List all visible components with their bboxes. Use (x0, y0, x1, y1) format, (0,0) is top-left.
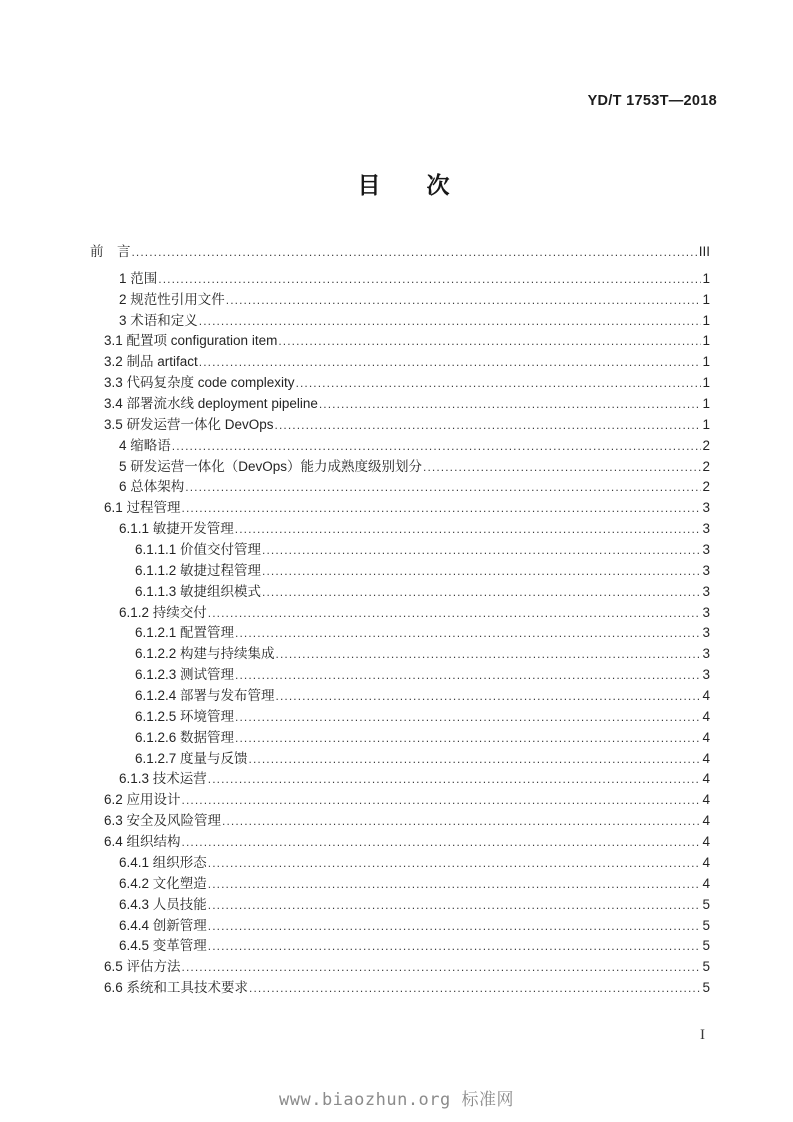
toc-entry-page: 4 (702, 792, 710, 808)
toc-entry[interactable] (90, 455, 710, 476)
toc-entry-label: 3.2 制品 artifact (104, 354, 198, 370)
toc-entry-label: 6.4.3 人员技能 (119, 896, 207, 912)
toc-dot-leader (235, 625, 701, 640)
toc-entry-page: 5 (702, 917, 710, 933)
toc-entry-label: 6.1.1.3 敏捷组织模式 (135, 583, 262, 599)
toc-dot-leader (275, 417, 701, 432)
toc-entry[interactable] (90, 726, 710, 747)
toc-dot-leader (158, 271, 701, 286)
toc-entry-page: 1 (702, 312, 710, 328)
toc-entry-page: 5 (702, 938, 710, 954)
toc-entry-label: 1 范围 (119, 270, 158, 286)
toc-dot-leader (199, 313, 701, 328)
toc-entry-page: 3 (702, 604, 710, 620)
toc-entry[interactable] (90, 705, 710, 726)
toc-entry[interactable] (90, 809, 710, 830)
toc-entry-page: 2 (702, 458, 710, 474)
toc-dot-leader (262, 584, 701, 599)
toc-entry-label: 6.2 应用设计 (104, 792, 181, 808)
toc-dot-leader (182, 792, 701, 807)
toc-entry-label: 6.3 安全及风险管理 (104, 813, 222, 829)
toc-entry[interactable] (90, 309, 710, 330)
toc-dot-leader (208, 771, 701, 786)
toc-dot-leader (182, 834, 701, 849)
toc-entry[interactable] (90, 517, 710, 538)
toc-entry-label: 6.1.2.1 配置管理 (135, 625, 235, 641)
toc-entry[interactable] (90, 851, 710, 872)
toc-entry[interactable] (90, 267, 710, 288)
toc-entry[interactable] (90, 559, 710, 580)
toc-entry-page: 2 (702, 437, 710, 453)
toc-entry-label: 3.1 配置项 configuration item (104, 333, 278, 349)
toc-entry-page: 5 (702, 959, 710, 975)
toc-entry-label: 6.4.4 创新管理 (119, 917, 207, 933)
toc-entry[interactable] (90, 434, 710, 455)
toc-dot-leader (235, 667, 701, 682)
toc-entry-label: 4 缩略语 (119, 437, 171, 453)
toc-entry-page: 4 (702, 834, 710, 850)
toc-entry-page: III (698, 244, 710, 259)
toc-entry-label: 6.4.5 变革管理 (119, 938, 207, 954)
toc-entry[interactable] (90, 893, 710, 914)
toc-dot-leader (276, 646, 701, 661)
toc-entry[interactable] (90, 329, 710, 350)
document-code-header: YD/T 1753T—2018 (587, 93, 717, 109)
toc-entry-label: 3.5 研发运营一体化 DevOps (104, 416, 274, 432)
toc-entry-label: 3.4 部署流水线 deployment pipeline (104, 396, 318, 412)
toc-entry-page: 3 (702, 625, 710, 641)
toc-entry-label: 6.4.2 文化塑造 (119, 875, 207, 891)
toc-entry-label: 6.1.1.2 敏捷过程管理 (135, 562, 262, 578)
toc-entry-page: 3 (702, 667, 710, 683)
toc-entry-page: 1 (702, 291, 710, 307)
toc-entry-label: 6.1.1 敏捷开发管理 (119, 521, 234, 537)
toc-entry-label: 6.4 组织结构 (104, 834, 181, 850)
toc-dot-leader (208, 918, 701, 933)
toc-dot-leader (182, 959, 701, 974)
toc-entry-page: 4 (702, 729, 710, 745)
toc-entry-label: 6.4.1 组织形态 (119, 854, 207, 870)
toc-entry-label: 6.6 系统和工具技术要求 (104, 980, 249, 996)
toc-dot-leader (132, 244, 698, 259)
toc-entry[interactable] (90, 663, 710, 684)
toc-entry[interactable] (90, 642, 710, 663)
toc-entry-label: 6.1.2.5 环境管理 (135, 708, 235, 724)
toc-entry-label: 6.1.1.1 价值交付管理 (135, 542, 262, 558)
toc-entry[interactable] (90, 976, 710, 997)
toc-entry-page: 4 (702, 708, 710, 724)
toc-dot-leader (235, 730, 701, 745)
toc-entry-page: 3 (702, 521, 710, 537)
toc-dot-leader (182, 500, 701, 515)
toc-entry[interactable] (90, 580, 710, 601)
toc-entry[interactable] (90, 914, 710, 935)
toc-entry-page: 3 (702, 562, 710, 578)
toc-entry[interactable] (90, 240, 710, 261)
toc-entry-page: 1 (702, 270, 710, 286)
toc-entry[interactable] (90, 955, 710, 976)
toc-entry[interactable] (90, 747, 710, 768)
toc-dot-leader (276, 688, 701, 703)
toc-dot-leader (185, 479, 701, 494)
toc-entry-label: 6.1.2.2 构建与持续集成 (135, 646, 275, 662)
toc-entry-label: 5 研发运营一体化（DevOps）能力成熟度级别划分 (119, 458, 423, 474)
toc-entry[interactable] (90, 538, 710, 559)
toc-entry-label: 6 总体架构 (119, 479, 185, 495)
toc-entry-page: 3 (702, 542, 710, 558)
toc-entry[interactable] (90, 684, 710, 705)
toc-entry-label: 前 言 (90, 244, 131, 259)
toc-dot-leader (208, 897, 701, 912)
toc-entry[interactable] (90, 496, 710, 517)
toc-entry-page: 3 (702, 500, 710, 516)
toc-entry-page: 1 (702, 375, 710, 391)
toc-entry-page: 4 (702, 875, 710, 891)
toc-dot-leader (208, 605, 701, 620)
toc-entry[interactable] (90, 392, 710, 413)
toc-entry-page: 1 (702, 333, 710, 349)
toc-entry-label: 6.1.2.3 测试管理 (135, 667, 235, 683)
watermark-text: www.biaozhun.org 标准网 (279, 1090, 514, 1110)
toc-entry-page: 3 (702, 646, 710, 662)
toc-dot-leader (249, 980, 701, 995)
toc-entry-page: 3 (702, 583, 710, 599)
toc-dot-leader (278, 333, 701, 348)
toc-entry-page: 4 (702, 813, 710, 829)
toc-entry[interactable] (90, 830, 710, 851)
toc-entry[interactable] (90, 288, 710, 309)
toc-dot-leader (208, 855, 701, 870)
toc-list (90, 240, 710, 997)
toc-entry-label: 2 规范性引用文件 (119, 291, 225, 307)
toc-entry-page: 1 (702, 354, 710, 370)
toc-entry[interactable] (90, 371, 710, 392)
toc-entry-page: 1 (702, 416, 710, 432)
toc-entry[interactable] (90, 601, 710, 622)
toc-entry-label: 3.3 代码复杂度 code complexity (104, 375, 295, 391)
toc-entry[interactable] (90, 767, 710, 788)
toc-dot-leader (222, 813, 701, 828)
toc-dot-leader (226, 292, 701, 307)
toc-entry-label: 6.1.2.6 数据管理 (135, 729, 235, 745)
toc-entry-page: 5 (702, 896, 710, 912)
toc-entry-label: 6.1.2.4 部署与发布管理 (135, 688, 275, 704)
toc-dot-leader (235, 709, 701, 724)
toc-entry-label: 6.1.3 技术运营 (119, 771, 207, 787)
toc-dot-leader (249, 751, 701, 766)
toc-entry-label: 3 术语和定义 (119, 312, 198, 328)
toc-dot-leader (296, 375, 701, 390)
toc-entry-page: 2 (702, 479, 710, 495)
toc-entry[interactable] (90, 788, 710, 809)
toc-dot-leader (208, 938, 701, 953)
toc-entry[interactable] (90, 350, 710, 371)
toc-entry[interactable] (90, 934, 710, 955)
toc-entry-page: 1 (702, 396, 710, 412)
toc-dot-leader (172, 438, 701, 453)
toc-dot-leader (235, 521, 701, 536)
toc-entry[interactable] (90, 413, 710, 434)
toc-dot-leader (262, 563, 701, 578)
toc-dot-leader (199, 354, 701, 369)
toc-entry[interactable] (90, 475, 710, 496)
page-number: I (700, 1027, 705, 1043)
toc-entry-page: 4 (702, 750, 710, 766)
toc-entry-label: 6.1.2 持续交付 (119, 604, 207, 620)
toc-dot-leader (262, 542, 701, 557)
toc-dot-leader (319, 396, 701, 411)
toc-dot-leader (423, 459, 701, 474)
toc-dot-leader (208, 876, 701, 891)
toc-entry[interactable] (90, 621, 710, 642)
page-title: 目 次 (357, 172, 450, 198)
toc-entry-label: 6.1.2.7 度量与反馈 (135, 750, 248, 766)
toc-entry-page: 4 (702, 771, 710, 787)
toc-entry-label: 6.1 过程管理 (104, 500, 181, 516)
toc-entry-page: 5 (702, 980, 710, 996)
toc-entry-page: 4 (702, 854, 710, 870)
toc-entry-page: 4 (702, 688, 710, 704)
toc-entry[interactable] (90, 872, 710, 893)
toc-entry-label: 6.5 评估方法 (104, 959, 181, 975)
